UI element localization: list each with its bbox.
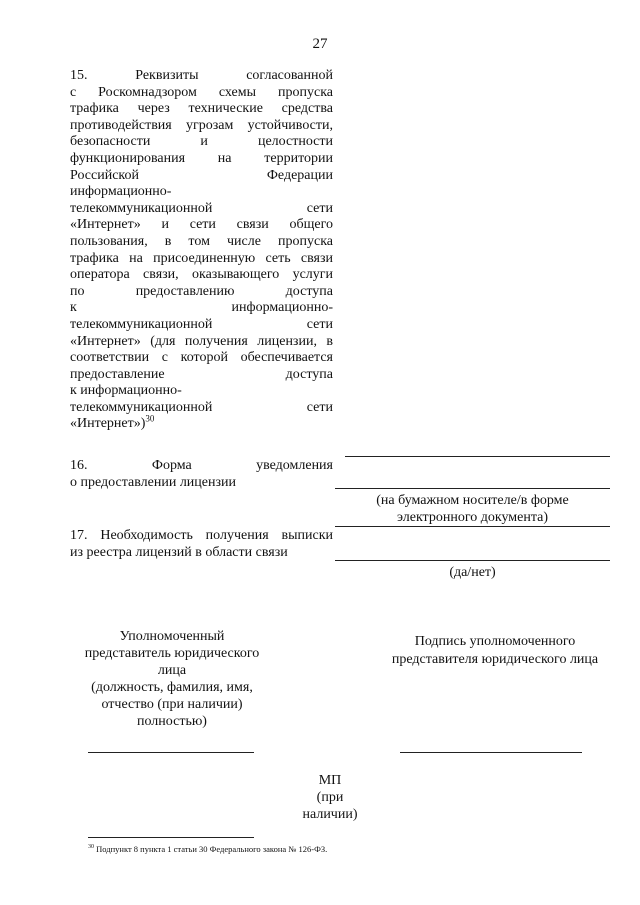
item-16-text <box>70 458 333 491</box>
item-15-line: Российской Федерации <box>70 167 333 183</box>
item-15-line: телекоммуникационной сети <box>70 316 333 332</box>
item-15-line: соответствии с которой обеспечивается <box>70 350 333 366</box>
item-15-line: трафика на присоединенную сеть связи <box>70 250 333 266</box>
signature-left-line: отчество (при наличии) <box>101 697 243 712</box>
signature-right-block <box>360 633 630 669</box>
stamp-placeholder <box>280 772 380 823</box>
item-17-line: из реестра лицензий в области связи <box>70 544 288 560</box>
item-15-line: предоставление доступа <box>70 366 333 382</box>
item-16-field-line-2[interactable] <box>335 488 610 489</box>
item-16-caption-line: (на бумажном носителе/в форме <box>376 493 569 508</box>
item-15-line: с Роскомнадзором схемы пропуска <box>70 84 333 100</box>
item-15-line: «Интернет» и сети связи общего <box>70 217 333 233</box>
item-15-line: пользования, в том числе пропуска <box>70 233 333 249</box>
stamp-line: (при <box>316 790 344 805</box>
footnote-number: 30 <box>88 844 94 851</box>
item-15-last-text: «Интернет») <box>70 416 146 432</box>
item-15-line: информационно- <box>70 184 172 200</box>
signature-right-field-line[interactable] <box>400 752 582 753</box>
signature-left-line: представитель юридического <box>84 646 260 661</box>
item-15-line: телекоммуникационной сети <box>70 200 333 216</box>
item-16-line: о предоставлении лицензии <box>70 474 237 490</box>
item-17-caption: (да/нет) <box>449 565 496 580</box>
item-15-line: телекоммуникационной сети <box>70 399 333 415</box>
signature-left-line: (должность, фамилия, имя, <box>91 680 253 695</box>
footnote <box>88 844 327 854</box>
item-15-line: трафика через технические средства <box>70 101 333 117</box>
item-15-line: по предоставлению доступа <box>70 283 333 299</box>
item-15-last-line <box>70 413 333 433</box>
item-16-caption <box>335 492 610 526</box>
item-16-line: 16. Форма уведомления <box>70 458 333 473</box>
page-number: 27 <box>312 36 328 52</box>
item-15-line: противодействия угрозам устойчивости, <box>70 117 333 133</box>
item-15-text <box>70 68 333 433</box>
item-15-line: функционирования на территории <box>70 150 333 166</box>
item-15-line: к информационно- <box>70 383 182 399</box>
signature-left-line: полностью) <box>137 714 207 729</box>
item-17-field-line[interactable] <box>335 560 610 561</box>
item-16-field-line-1[interactable] <box>345 456 610 457</box>
item-17-line: 17. Необходимость получения выписки <box>70 528 333 543</box>
signature-right-line: представителя юридического лица <box>391 652 599 667</box>
footnote-text: Подпункт 8 пункта 1 статьи 30 Федерального закона № 126-ФЗ. <box>96 844 328 854</box>
signature-left-line: Уполномоченный <box>119 629 225 644</box>
footnote-separator <box>88 837 254 838</box>
item-16-caption-underline <box>335 526 610 527</box>
footnote-reference: 30 <box>145 413 155 424</box>
stamp-line: наличии) <box>302 807 358 822</box>
item-15-line: к информационно- <box>70 300 333 316</box>
signature-left-field-line[interactable] <box>88 752 254 753</box>
item-15-line: 15. Реквизиты согласованной <box>70 68 333 83</box>
signature-left-block <box>72 628 272 730</box>
signature-right-line: Подпись уполномоченного <box>414 634 576 649</box>
item-17-text <box>70 528 333 561</box>
item-15-line: оператора связи, оказывающего услуги <box>70 267 333 283</box>
item-16-caption-line: электронного документа) <box>396 510 548 525</box>
item-15-line: «Интернет» (для получения лицензии, в <box>70 333 333 349</box>
item-15-line: безопасности и целостности <box>70 134 333 150</box>
stamp-line: МП <box>318 773 342 788</box>
signature-left-line: лица <box>157 663 187 678</box>
